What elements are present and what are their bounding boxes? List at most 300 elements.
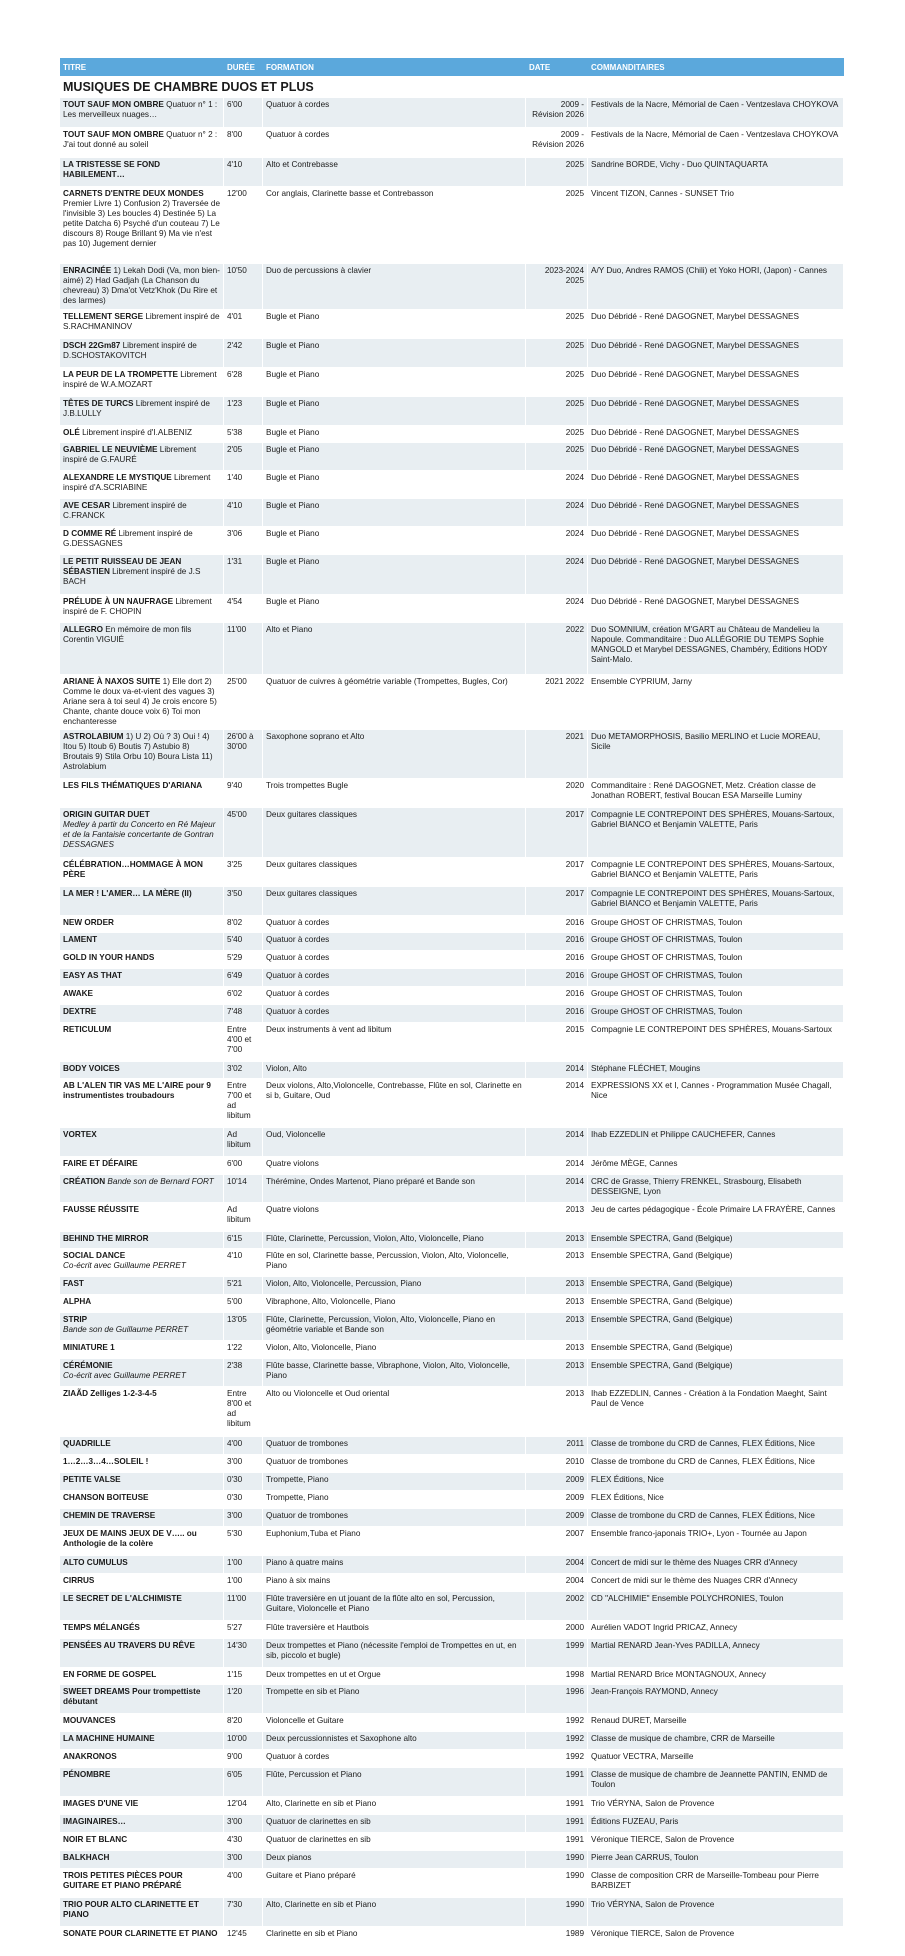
cell-date: 1990 — [526, 1898, 588, 1926]
table-row — [60, 779, 844, 808]
table-row — [60, 1714, 844, 1732]
cell-date: 2014 — [526, 1175, 588, 1202]
table-row — [60, 1815, 844, 1833]
cell-title — [60, 555, 224, 594]
work-title: QUADRILLE — [63, 1439, 111, 1448]
cell-title — [60, 1732, 224, 1749]
cell-date: 2009 — [526, 1509, 588, 1526]
work-subtitle: Librement inspiré de J.S BACH — [63, 567, 201, 586]
cell-title — [60, 1249, 224, 1276]
work-title: DEXTRE — [63, 1007, 97, 1016]
cell-duration: 3'50 — [224, 887, 263, 915]
cell-date: 2025 — [526, 158, 588, 186]
table-row — [60, 471, 844, 499]
cell-date: 2013 — [526, 1313, 588, 1340]
cell-date: 2013 — [526, 1295, 588, 1312]
cell-formation: Alto, Clarinette en sib et Piano — [263, 1797, 526, 1814]
cell-commissioners: Stéphane FLÉCHET, Mougins — [588, 1062, 844, 1078]
work-subtitle: Librement inspiré de D.SCHOSTAKOVITCH — [63, 341, 197, 360]
header-date: DATE — [529, 62, 551, 72]
table-row — [60, 1592, 844, 1621]
work-subtitle: Quatuor n° 2 : J'ai tout donné au soleil — [63, 130, 218, 149]
work-title: ALPHA — [63, 1297, 92, 1306]
cell-date: 1992 — [526, 1714, 588, 1731]
cell-title — [60, 310, 224, 338]
cell-duration: 4'00 — [224, 1869, 263, 1897]
work-title: CRÉATION — [63, 1177, 106, 1186]
cell-formation: Flûte, Clarinette, Percussion, Violon, Alto, Violoncelle, Piano — [263, 1232, 526, 1248]
cell-duration: 5'21 — [224, 1277, 263, 1294]
work-title: ORIGIN GUITAR DUET — [63, 810, 150, 819]
work-title: ARIANE À NAXOS SUITE — [63, 677, 161, 686]
work-title: LE PETIT RUISSEAU DE JEAN SÉBASTIEN — [63, 557, 182, 576]
work-title: CIRRUS — [63, 1576, 95, 1585]
cell-commissioners: Sandrine BORDE, Vichy - Duo QUINTAQUARTA — [588, 158, 844, 186]
cell-formation: Flûte, Percussion et Piano — [263, 1768, 526, 1796]
cell-date: 2002 — [526, 1592, 588, 1620]
table-row — [60, 1232, 844, 1249]
cell-duration: 5'27 — [224, 1621, 263, 1638]
cell-date: 2021 2022 — [526, 675, 588, 729]
cell-duration: 0'30 — [224, 1491, 263, 1508]
cell-formation: Deux guitares classiques — [263, 887, 526, 915]
cell-formation: Violon, Alto, Violoncelle, Percussion, Piano — [263, 1277, 526, 1294]
work-subtitle: Librement inspiré de G.FAURÉ — [63, 445, 197, 464]
cell-duration: 6'15 — [224, 1232, 263, 1248]
cell-duration: 4'30 — [224, 1833, 263, 1850]
cell-duration: 3'25 — [224, 858, 263, 886]
cell-title — [60, 1621, 224, 1638]
cell-title — [60, 1509, 224, 1526]
cell-commissioners: Duo Débridé - René DAGOGNET, Marybel DESSAGNES — [588, 310, 844, 338]
cell-formation: Duo de percussions à clavier — [263, 264, 526, 309]
cell-date: 1996 — [526, 1685, 588, 1713]
cell-commissioners: Duo METAMORPHOSIS, Basilio MERLINO et Lucie MOREAU, Sicile — [588, 730, 844, 778]
cell-duration: 7'30 — [224, 1898, 263, 1926]
work-title: NEW ORDER — [63, 918, 114, 927]
cell-title — [60, 1797, 224, 1814]
cell-commissioners: Classe de trombone du CRD de Cannes, FLEX Éditions, Nice — [588, 1437, 844, 1454]
work-subtitle: Librement inspiré d'I.ALBENIZ — [79, 428, 192, 437]
cell-duration: 26'00 à 30'00 — [224, 730, 263, 778]
cell-duration: 2'42 — [224, 339, 263, 367]
cell-date: 2024 — [526, 595, 588, 622]
table-row — [60, 969, 844, 987]
cell-date: 2024 — [526, 471, 588, 498]
table-row — [60, 1491, 844, 1509]
cell-date: 2016 — [526, 987, 588, 1004]
cell-formation: Flûte basse, Clarinette basse, Vibraphone, Violon, Alto, Violoncelle, Piano — [263, 1359, 526, 1386]
work-title: BEHIND THE MIRROR — [63, 1234, 149, 1243]
cell-formation: Oud, Violoncelle — [263, 1128, 526, 1156]
table-row — [60, 555, 844, 595]
cell-date: 2013 — [526, 1249, 588, 1276]
work-title: BALKHACH — [63, 1853, 110, 1862]
cell-date: 2021 — [526, 730, 588, 778]
cell-commissioners: Duo Débridé - René DAGOGNET, Marybel DESSAGNES — [588, 339, 844, 367]
cell-commissioners: Festivals de la Nacre, Mémorial de Caen - Ventzeslava CHOYKOVA — [588, 128, 844, 157]
cell-title — [60, 969, 224, 986]
cell-commissioners: Ensemble SPECTRA, Gand (Belgique) — [588, 1232, 844, 1248]
table-row — [60, 1387, 844, 1437]
table-row — [60, 1455, 844, 1473]
cell-commissioners: Concert de midi sur le thème des Nuages CRR d'Annecy — [588, 1556, 844, 1573]
cell-duration: 4'10 — [224, 158, 263, 186]
work-subtitle: Librement inspiré de W.A.MOZART — [63, 370, 217, 389]
cell-duration: 11'00 — [224, 1592, 263, 1620]
cell-duration: 2'38 — [224, 1359, 263, 1386]
cell-duration: Entre 4'00 et 7'00 — [224, 1023, 263, 1061]
work-title: RETICULUM — [63, 1025, 112, 1034]
work-title: IMAGINAIRES… — [63, 1817, 126, 1826]
cell-duration: 3'02 — [224, 1062, 263, 1078]
table-row — [60, 1023, 844, 1062]
cell-commissioners: Ensemble franco-japonais TRIO+, Lyon - Tournée au Japon — [588, 1527, 844, 1555]
cell-commissioners: Groupe GHOST OF CHRISTMAS, Toulon — [588, 987, 844, 1004]
work-subtitle: Librement inspiré de J.B.LULLY — [63, 399, 210, 418]
cell-formation: Thérémine, Ondes Martenot, Piano préparé et Bande son — [263, 1175, 526, 1202]
cell-date: 2014 — [526, 1079, 588, 1127]
cell-title — [60, 1079, 224, 1127]
header-duration: DURÉE — [227, 62, 256, 72]
cell-duration: 1'40 — [224, 471, 263, 498]
work-title: IMAGES D'UNE VIE — [63, 1799, 139, 1808]
cell-commissioners: Ihab EZZEDLIN et Philippe CAUCHEFER, Cannes — [588, 1128, 844, 1156]
work-title: LES FILS THÉMATIQUES D'ARIANA — [63, 781, 203, 790]
cell-title — [60, 1455, 224, 1472]
cell-commissioners: Compagnie LE CONTREPOINT DES SPHÈRES, Mouans-Sartoux, Gabriel BIANCO et Benjamin VALETTE, Paris — [588, 808, 844, 857]
cell-duration: 9'00 — [224, 1750, 263, 1767]
work-subtitle: Librement inspiré de S.RACHMANINOV — [63, 312, 220, 331]
cell-formation: Quatuor de trombones — [263, 1455, 526, 1472]
cell-title — [60, 1685, 224, 1713]
cell-duration: 12'00 — [224, 187, 263, 263]
cell-title — [60, 1833, 224, 1850]
cell-duration: 3'00 — [224, 1455, 263, 1472]
cell-duration: 5'40 — [224, 933, 263, 950]
cell-date: 2025 — [526, 187, 588, 263]
table-row — [60, 98, 844, 128]
cell-formation: Flûte traversière et Hautbois — [263, 1621, 526, 1638]
cell-title — [60, 1157, 224, 1174]
cell-title — [60, 98, 224, 127]
cell-formation: Quatuor de clarinettes en sib — [263, 1815, 526, 1832]
cell-date: 2017 — [526, 887, 588, 915]
cell-date: 2017 — [526, 858, 588, 886]
cell-date: 2009 — [526, 1473, 588, 1490]
cell-duration: 3'00 — [224, 1815, 263, 1832]
cell-duration: 1'00 — [224, 1574, 263, 1591]
cell-date: 1999 — [526, 1639, 588, 1667]
table-row — [60, 310, 844, 339]
cell-commissioners: Duo Débridé - René DAGOGNET, Marybel DESSAGNES — [588, 499, 844, 526]
cell-formation: Deux pianos — [263, 1851, 526, 1868]
cell-commissioners: Classe de composition CRR de Marseille-Tombeau pour Pierre BARBIZET — [588, 1869, 844, 1897]
cell-title — [60, 1527, 224, 1555]
cell-title — [60, 368, 224, 396]
cell-commissioners: Aurélien VADOT Ingrid PRICAZ, Annecy — [588, 1621, 844, 1638]
cell-date: 2011 — [526, 1437, 588, 1454]
cell-duration: 4'10 — [224, 1249, 263, 1276]
cell-commissioners: Duo Débridé - René DAGOGNET, Marybel DESSAGNES — [588, 555, 844, 594]
cell-formation: Quatuor de trombones — [263, 1509, 526, 1526]
cell-duration: 6'28 — [224, 368, 263, 396]
table-row — [60, 623, 844, 675]
cell-commissioners: Compagnie LE CONTREPOINT DES SPHÈRES, Mouans-Sartoux — [588, 1023, 844, 1061]
table-header — [60, 58, 844, 76]
cell-formation: Flûte, Clarinette, Percussion, Violon, Alto, Violoncelle, Piano en géométrie variable et Bande son — [263, 1313, 526, 1340]
work-title: AVE CESAR — [63, 501, 111, 510]
work-note: Bande son de Guillaume PERRET — [63, 1325, 189, 1334]
cell-title — [60, 730, 224, 778]
work-title: LAMENT — [63, 935, 98, 944]
cell-commissioners: Groupe GHOST OF CHRISTMAS, Toulon — [588, 1005, 844, 1022]
cell-duration: 13'05 — [224, 1313, 263, 1340]
table-row — [60, 1621, 844, 1639]
cell-title — [60, 1005, 224, 1022]
work-subtitle: Librement inspiré d'A.SCRIABINE — [63, 473, 211, 492]
cell-commissioners: Classe de musique de chambre de Jeannette PANTIN, ENMD de Toulon — [588, 1768, 844, 1796]
cell-title — [60, 933, 224, 950]
cell-date: 2004 — [526, 1556, 588, 1573]
table-row — [60, 1249, 844, 1277]
cell-formation: Bugle et Piano — [263, 499, 526, 526]
cell-title — [60, 1295, 224, 1312]
cell-duration: 2'05 — [224, 443, 263, 470]
cell-title — [60, 426, 224, 442]
cell-commissioners: Duo Débridé - René DAGOGNET, Marybel DESSAGNES — [588, 527, 844, 554]
cell-date: 2017 — [526, 808, 588, 857]
cell-title — [60, 1062, 224, 1078]
cell-title — [60, 808, 224, 857]
work-title: CARNETS D'ENTRE DEUX MONDES — [63, 189, 204, 198]
cell-commissioners: Trio VÉRYNA, Salon de Provence — [588, 1898, 844, 1926]
work-subtitle: Quatuor n° 1 : Les merveilleux nuages… — [63, 100, 218, 119]
work-title: TOUT SAUF MON OMBRE — [63, 130, 164, 139]
cell-commissioners: Duo Débridé - René DAGOGNET, Marybel DESSAGNES — [588, 397, 844, 425]
work-title: TÊTES DE TURCS — [63, 399, 134, 408]
table-row — [60, 158, 844, 187]
cell-formation: Flûte traversière en ut jouant de la flûte alto en sol, Percussion, Guitare, Violoncelle et Piano — [263, 1592, 526, 1620]
cell-commissioners: EXPRESSIONS XX et I, Cannes - Programmation Musée Chagall, Nice — [588, 1079, 844, 1127]
work-title: FAST — [63, 1279, 84, 1288]
cell-commissioners: Jeu de cartes pédagogique - École Primaire LA FRAYÈRE, Cannes — [588, 1203, 844, 1231]
work-title: SONATE POUR CLARINETTE ET PIANO — [63, 1929, 218, 1938]
cell-formation: Deux violons, Alto,Violoncelle, Contrebasse, Flûte en sol, Clarinette en si b, Guitare, Oud — [263, 1079, 526, 1127]
table-row — [60, 527, 844, 555]
cell-date: 2023-2024 2025 — [526, 264, 588, 309]
cell-duration: 1'15 — [224, 1668, 263, 1684]
cell-duration: 10'14 — [224, 1175, 263, 1202]
cell-commissioners: Ensemble SPECTRA, Gand (Belgique) — [588, 1313, 844, 1340]
work-title: ALTO CUMULUS — [63, 1558, 128, 1567]
cell-formation: Bugle et Piano — [263, 339, 526, 367]
work-title: AWAKE — [63, 989, 94, 998]
cell-formation: Clarinette en sib et Piano — [263, 1927, 526, 1955]
cell-duration: 1'22 — [224, 1341, 263, 1358]
work-title: FAUSSE RÉUSSITE — [63, 1205, 139, 1214]
cell-commissioners: CD "ALCHIMIE" Ensemble POLYCHRONIES, Toulon — [588, 1592, 844, 1620]
cell-title — [60, 397, 224, 425]
cell-date: 1991 — [526, 1768, 588, 1796]
cell-formation: Quatuor à cordes — [263, 128, 526, 157]
work-title: AB L'ALEN TIR VAS ME L'AIRE pour 9 instrumentistes troubadours — [63, 1081, 211, 1100]
cell-duration: 3'00 — [224, 1509, 263, 1526]
cell-commissioners: Trio VÉRYNA, Salon de Provence — [588, 1797, 844, 1814]
cell-date: 2025 — [526, 397, 588, 425]
table-row — [60, 1527, 844, 1556]
cell-title — [60, 1359, 224, 1386]
cell-commissioners: Groupe GHOST OF CHRISTMAS, Toulon — [588, 933, 844, 950]
cell-title — [60, 187, 224, 263]
cell-title — [60, 1387, 224, 1436]
cell-formation: Quatuor de cuivres à géométrie variable (Trompettes, Bugles, Cor) — [263, 675, 526, 729]
cell-title — [60, 1313, 224, 1340]
cell-duration: 8'02 — [224, 916, 263, 932]
work-note: Co-écrit avec Guillaume PERRET — [63, 1371, 186, 1380]
cell-formation: Trompette en sib et Piano — [263, 1685, 526, 1713]
cell-title — [60, 1898, 224, 1926]
cell-title — [60, 1768, 224, 1796]
cell-formation: Deux instruments à vent ad libitum — [263, 1023, 526, 1061]
cell-formation: Quatuor à cordes — [263, 969, 526, 986]
cell-title — [60, 595, 224, 622]
cell-commissioners: Éditions FUZEAU, Paris — [588, 1815, 844, 1832]
cell-commissioners: Compagnie LE CONTREPOINT DES SPHÈRES, Mouans-Sartoux, Gabriel BIANCO et Benjamin VALETTE, Paris — [588, 887, 844, 915]
cell-commissioners: CRC de Grasse, Thierry FRENKEL, Strasbourg, Elisabeth DESSEIGNE, Lyon — [588, 1175, 844, 1202]
table-row — [60, 1062, 844, 1079]
cell-date: 2013 — [526, 1203, 588, 1231]
work-title: ASTROLABIUM — [63, 732, 124, 741]
cell-formation: Deux trompettes et Piano (nécessite l'emploi de Trompettes en ut, en sib, piccolo et bugle) — [263, 1639, 526, 1667]
cell-commissioners: Ensemble SPECTRA, Gand (Belgique) — [588, 1277, 844, 1294]
cell-commissioners: Duo Débridé - René DAGOGNET, Marybel DESSAGNES — [588, 368, 844, 396]
cell-duration: 6'00 — [224, 1157, 263, 1174]
cell-title — [60, 1341, 224, 1358]
cell-title — [60, 1023, 224, 1061]
cell-date: 1990 — [526, 1869, 588, 1897]
table-row — [60, 887, 844, 916]
cell-formation: Quatuor à cordes — [263, 987, 526, 1004]
cell-date: 2025 — [526, 443, 588, 470]
work-title: BODY VOICES — [63, 1064, 120, 1073]
cell-commissioners: Classe de musique de chambre, CRR de Marseille — [588, 1732, 844, 1749]
cell-title — [60, 1277, 224, 1294]
cell-date: 2013 — [526, 1277, 588, 1294]
cell-date: 1990 — [526, 1851, 588, 1868]
cell-formation: Cor anglais, Clarinette basse et Contrebasson — [263, 187, 526, 263]
work-title: EASY AS THAT — [63, 971, 122, 980]
table-row — [60, 426, 844, 443]
work-title: ZIAÃD Zelliges 1-2-3-4-5 — [63, 1389, 157, 1398]
cell-duration: Entre 8'00 et ad libitum — [224, 1387, 263, 1436]
cell-date: 2014 — [526, 1157, 588, 1174]
cell-duration: 45'00 — [224, 808, 263, 857]
cell-formation: Trompette, Piano — [263, 1491, 526, 1508]
cell-duration: 4'00 — [224, 1437, 263, 1454]
cell-formation: Violon, Alto, Violoncelle, Piano — [263, 1341, 526, 1358]
cell-duration: 14'30 — [224, 1639, 263, 1667]
table-row — [60, 951, 844, 969]
cell-title — [60, 1556, 224, 1573]
work-title: ENRACINÉE — [63, 266, 112, 275]
work-title: D COMME RÉ — [63, 529, 117, 538]
cell-formation: Deux guitares classiques — [263, 858, 526, 886]
cell-date: 1991 — [526, 1815, 588, 1832]
cell-title — [60, 1491, 224, 1508]
cell-duration: 10'50 — [224, 264, 263, 309]
section-title: MUSIQUES DE CHAMBRE DUOS ET PLUS — [63, 80, 314, 94]
table-row — [60, 1685, 844, 1714]
cell-duration: 8'00 — [224, 128, 263, 157]
table-row — [60, 339, 844, 368]
cell-title — [60, 1851, 224, 1868]
cell-duration: 4'10 — [224, 499, 263, 526]
cell-formation: Bugle et Piano — [263, 368, 526, 396]
cell-date: 2016 — [526, 933, 588, 950]
work-title: STRIP — [63, 1315, 88, 1324]
cell-title — [60, 1473, 224, 1490]
cell-commissioners: Concert de midi sur le thème des Nuages CRR d'Annecy — [588, 1574, 844, 1591]
cell-date: 2014 — [526, 1128, 588, 1156]
cell-commissioners: Ensemble SPECTRA, Gand (Belgique) — [588, 1359, 844, 1386]
cell-date: 2009 — [526, 1491, 588, 1508]
table-row — [60, 1639, 844, 1668]
work-title: LA MER ! L'AMER… LA MÈRE (II) — [63, 889, 192, 898]
table-row — [60, 595, 844, 623]
table-row — [60, 1927, 844, 1956]
cell-formation: Trois trompettes Bugle — [263, 779, 526, 807]
cell-title — [60, 1175, 224, 1202]
table-row — [60, 128, 844, 158]
work-title: PÉNOMBRE — [63, 1770, 111, 1779]
work-note: Co-écrit avec Guillaume PERRET — [63, 1261, 186, 1270]
cell-title — [60, 623, 224, 674]
cell-formation: Bugle et Piano — [263, 426, 526, 442]
cell-duration: 6'05 — [224, 1768, 263, 1796]
table-row — [60, 1833, 844, 1851]
cell-formation: Piano à quatre mains — [263, 1556, 526, 1573]
work-title: PENSÉES AU TRAVERS DU RÊVE — [63, 1641, 195, 1650]
cell-date: 1991 — [526, 1797, 588, 1814]
work-title: EN FORME DE GOSPEL — [63, 1670, 157, 1679]
cell-formation: Quatuor à cordes — [263, 1005, 526, 1022]
work-subtitle: En mémoire de mon fils Corentin VIGUIÉ — [63, 625, 192, 644]
table-row — [60, 1157, 844, 1175]
cell-duration: 5'30 — [224, 1527, 263, 1555]
work-title: TRIO POUR ALTO CLARINETTE ET PIANO — [63, 1900, 199, 1919]
work-title: JEUX DE MAINS JEUX DE V….. ou Anthologie de la colère — [63, 1529, 197, 1548]
table-row — [60, 730, 844, 779]
cell-date: 2010 — [526, 1455, 588, 1472]
cell-commissioners: Véronique TIERCE, Salon de Provence — [588, 1833, 844, 1850]
cell-title — [60, 887, 224, 915]
cell-duration: 12'04 — [224, 1797, 263, 1814]
cell-title — [60, 1232, 224, 1248]
work-subtitle: 1) Lekah Dodi (Va, mon bien-aimé) 2) Had Gadjah (La Chanson du chevreau) 3) Dma'ot Vetz'Khok (Du Rire et des larmes) — [63, 266, 220, 305]
work-title: LA MACHINE HUMAINE — [63, 1734, 155, 1743]
cell-formation: Quatuor à cordes — [263, 1750, 526, 1767]
work-title: VORTEX — [63, 1130, 97, 1139]
cell-commissioners: Duo SOMNIUM, création M'GART au Château de Mandelieu la Napoule. Commanditaire : Duo ALLÉGORIE DU TEMPS Sophie MANGOLD et Marybel DESSAGNES, Chambéry, Éditions HODY Saint-Malo. — [588, 623, 844, 674]
cell-formation: Bugle et Piano — [263, 471, 526, 498]
work-title: FAIRE ET DÉFAIRE — [63, 1159, 138, 1168]
cell-date: 2013 — [526, 1232, 588, 1248]
work-title: DSCH 22Gm87 — [63, 341, 121, 350]
table-row — [60, 1732, 844, 1750]
cell-commissioners: FLEX Éditions, Nice — [588, 1491, 844, 1508]
work-subtitle: 1) U 2) Où ? 3) Oui ! 4) Itou 5) Itoub 6) Boutis 7) Astubio 8) Broutais 9) Stila Orbu 10) Boura Lista 11) Astrolabium — [63, 732, 213, 771]
